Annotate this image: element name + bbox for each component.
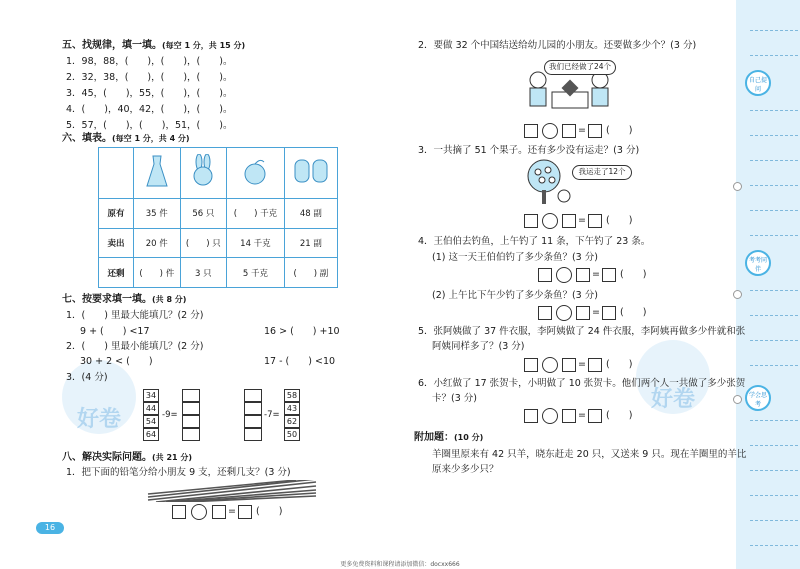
answer-cell[interactable]	[244, 428, 262, 441]
bonus-title: 附加题：(10 分)	[414, 432, 484, 443]
answer-cell[interactable]	[244, 389, 262, 402]
number-cell: 44	[143, 402, 159, 415]
strip-line	[750, 340, 798, 341]
table-cell[interactable]: ( ) 件	[134, 258, 181, 288]
number-cell: 62	[284, 415, 300, 428]
answer-box[interactable]	[562, 124, 576, 138]
strip-line	[750, 315, 798, 316]
rabbit-icon	[180, 148, 227, 199]
inequality[interactable]: 30 + 2 < ( )	[80, 356, 153, 367]
unit-blank[interactable]: ( )	[256, 506, 283, 517]
section-7-title: 七、按要求填一填。(共 8 分)	[62, 294, 187, 305]
question-text: 6．小红做了 17 张贺卡，小明做了 10 张贺卡。他们两个人一共做了多少张贺	[418, 378, 746, 389]
answer-box[interactable]	[212, 505, 226, 519]
answer-box[interactable]	[524, 124, 538, 138]
answer-box[interactable]	[576, 268, 590, 282]
pattern-item: 1．98，88，( )，( )，( )。	[66, 56, 233, 67]
answer-box[interactable]	[588, 124, 602, 138]
operator-circle[interactable]	[542, 408, 558, 424]
inequality[interactable]: 17 - ( ) <10	[264, 356, 336, 367]
equals-sign: =	[578, 410, 586, 421]
pattern-item: 5．57，( )，( )，51，( )。	[66, 120, 233, 131]
strip-line	[750, 30, 798, 31]
row-head: 原有	[99, 198, 134, 228]
strip-line	[750, 520, 798, 521]
answer-box[interactable]	[562, 409, 576, 423]
strip-line	[750, 470, 798, 471]
operator: -7=	[264, 410, 280, 420]
unit-blank[interactable]: ( )	[606, 215, 633, 226]
gloves-icon	[284, 148, 337, 199]
speech-bubble: 我运走了12个	[572, 165, 632, 180]
operator-circle[interactable]	[191, 504, 207, 520]
strip-line	[750, 445, 798, 446]
answer-box[interactable]	[588, 214, 602, 228]
answer-box[interactable]	[588, 409, 602, 423]
table-cell: 3 只	[180, 258, 227, 288]
strip-line	[750, 495, 798, 496]
fruit-tree-icon	[524, 158, 574, 208]
answer-cell[interactable]	[182, 402, 200, 415]
strip-line	[750, 365, 798, 366]
table-cell[interactable]: ( ) 副	[284, 258, 337, 288]
table-cell: 20 件	[134, 228, 181, 258]
strip-line	[750, 160, 798, 161]
number-cell: 50	[284, 428, 300, 441]
answer-box[interactable]	[602, 306, 616, 320]
table-cell[interactable]: ( ) 只	[180, 228, 227, 258]
answer-cell[interactable]	[182, 415, 200, 428]
answer-box[interactable]	[562, 214, 576, 228]
answer-cell[interactable]	[182, 428, 200, 441]
number-cell: 43	[284, 402, 300, 415]
unit-blank[interactable]: ( )	[606, 410, 633, 421]
row-head: 还剩	[99, 258, 134, 288]
number-cell: 54	[143, 415, 159, 428]
pattern-item: 3．45，( )，55，( )，( )。	[66, 88, 233, 99]
strip-line	[750, 290, 798, 291]
answer-box[interactable]	[524, 358, 538, 372]
section-5-title: 五、找规律，填一填。(每空 1 分，共 15 分)	[62, 40, 246, 51]
row-head: 卖出	[99, 228, 134, 258]
unit-blank[interactable]: ( )	[620, 307, 647, 318]
unit-blank[interactable]: ( )	[606, 125, 633, 136]
strip-line	[750, 55, 798, 56]
unit-blank[interactable]: ( )	[606, 359, 633, 370]
answer-box[interactable]	[576, 306, 590, 320]
answer-cell[interactable]	[182, 389, 200, 402]
answer-box[interactable]	[238, 505, 252, 519]
strip-line	[750, 420, 798, 421]
binding-hole	[733, 290, 742, 299]
fill-table	[98, 147, 338, 288]
pattern-item: 4．( )，40，42，( )，( )。	[66, 104, 233, 115]
pattern-item: 2．32，38，( )，( )，( )。	[66, 72, 233, 83]
tab-learn-thinking[interactable]: 学会思考	[745, 385, 771, 411]
answer-box[interactable]	[524, 214, 538, 228]
question-text: 3．一共摘了 51 个果子。还有多少没有运走？(3 分)	[418, 145, 640, 156]
page-number: 16	[36, 522, 64, 534]
inequality[interactable]: 9 + ( ) <17	[80, 326, 150, 337]
question-text: 2．要做 32 个中国结送给幼儿园的小朋友。还要做多少个？(3 分)	[418, 40, 697, 51]
equals-sign: =	[592, 307, 600, 318]
speech-bubble: 我们已经做了24个	[544, 60, 616, 75]
answer-box[interactable]	[172, 505, 186, 519]
dress-icon	[134, 148, 181, 199]
strip-line	[750, 185, 798, 186]
table-cell: 35 件	[134, 198, 181, 228]
question-text: 1．( ) 里最大能填几？(2 分)	[66, 310, 204, 321]
answer-box[interactable]	[538, 268, 552, 282]
question-text: 5．张阿姨做了 37 件衣服，李阿姨做了 24 件衣服，李阿姨再做多少件就和张	[418, 326, 746, 337]
answer-box[interactable]	[562, 358, 576, 372]
binding-hole	[733, 182, 742, 191]
strip-line	[750, 135, 798, 136]
sub-question: (1) 这一天王伯伯钓了多少条鱼？(3 分)	[432, 252, 598, 263]
question-text: 原来少多少只？	[432, 464, 499, 475]
question-text: 1．把下面的铅笔分给小朋友 9 支，还剩几支？(3 分)	[66, 467, 291, 478]
binding-hole	[733, 395, 742, 404]
strip-line	[750, 110, 798, 111]
section-8-title: 八、解决实际问题。(共 21 分)	[62, 452, 193, 463]
operator-circle[interactable]	[542, 123, 558, 139]
table-cell: 21 副	[284, 228, 337, 258]
operator-circle[interactable]	[556, 267, 572, 283]
answer-box[interactable]	[602, 268, 616, 282]
strip-line	[750, 545, 798, 546]
question-text: 羊圈里原来有 42 只羊，晓东赶走 20 只，又送来 9 只。现在羊圈里的羊比	[432, 449, 747, 460]
watermark: 好卷	[62, 360, 136, 434]
number-cell: 58	[284, 389, 300, 402]
equals-sign: =	[228, 506, 236, 517]
operator: -9=	[162, 410, 178, 420]
number-cell: 34	[143, 389, 159, 402]
strip-line	[750, 210, 798, 211]
empty-corner	[99, 148, 134, 199]
equals-sign: =	[578, 125, 586, 136]
table-cell: 56 只	[180, 198, 227, 228]
question-text: 2．( ) 里最小能填几？(2 分)	[66, 341, 204, 352]
operator-circle[interactable]	[556, 305, 572, 321]
tab-ask-yourself[interactable]: 自己提问	[745, 70, 771, 96]
sub-question: (2) 上午比下午少钓了多少条鱼？(3 分)	[432, 290, 598, 301]
answer-box[interactable]	[588, 358, 602, 372]
equals-sign: =	[592, 269, 600, 280]
watermark: 好卷	[636, 340, 710, 414]
answer-box[interactable]	[538, 306, 552, 320]
strip-line	[750, 235, 798, 236]
answer-cell[interactable]	[244, 415, 262, 428]
question-text: 4．王伯伯去钓鱼，上午钓了 11 条，下午钓了 23 条。	[418, 236, 651, 247]
operator-circle[interactable]	[542, 213, 558, 229]
equals-sign: =	[578, 359, 586, 370]
unit-blank[interactable]: ( )	[620, 269, 647, 280]
answer-cell[interactable]	[244, 402, 262, 415]
question-text: 3．(4 分)	[66, 372, 108, 383]
peach-icon	[227, 148, 285, 199]
equals-sign: =	[578, 215, 586, 226]
footer-note: 更多免费资料和课程请添加微信：docxx666	[340, 561, 460, 568]
number-cell: 64	[143, 428, 159, 441]
table-cell: 48 副	[284, 198, 337, 228]
table-cell: 14 千克	[227, 228, 285, 258]
operator-circle[interactable]	[542, 357, 558, 373]
tab-test-partner[interactable]: 考考同伴	[745, 250, 771, 276]
section-6-title: 六、填表。(每空 1 分，共 4 分)	[62, 133, 190, 144]
table-cell[interactable]: ( ) 千克	[227, 198, 285, 228]
pencils-icon	[146, 480, 318, 502]
question-text: 阿姨同样多了？(3 分)	[432, 341, 525, 352]
question-text: 卡？(3 分)	[432, 393, 477, 404]
inequality[interactable]: 16 > ( ) +10	[264, 326, 340, 337]
table-cell: 5 千克	[227, 258, 285, 288]
answer-box[interactable]	[524, 409, 538, 423]
